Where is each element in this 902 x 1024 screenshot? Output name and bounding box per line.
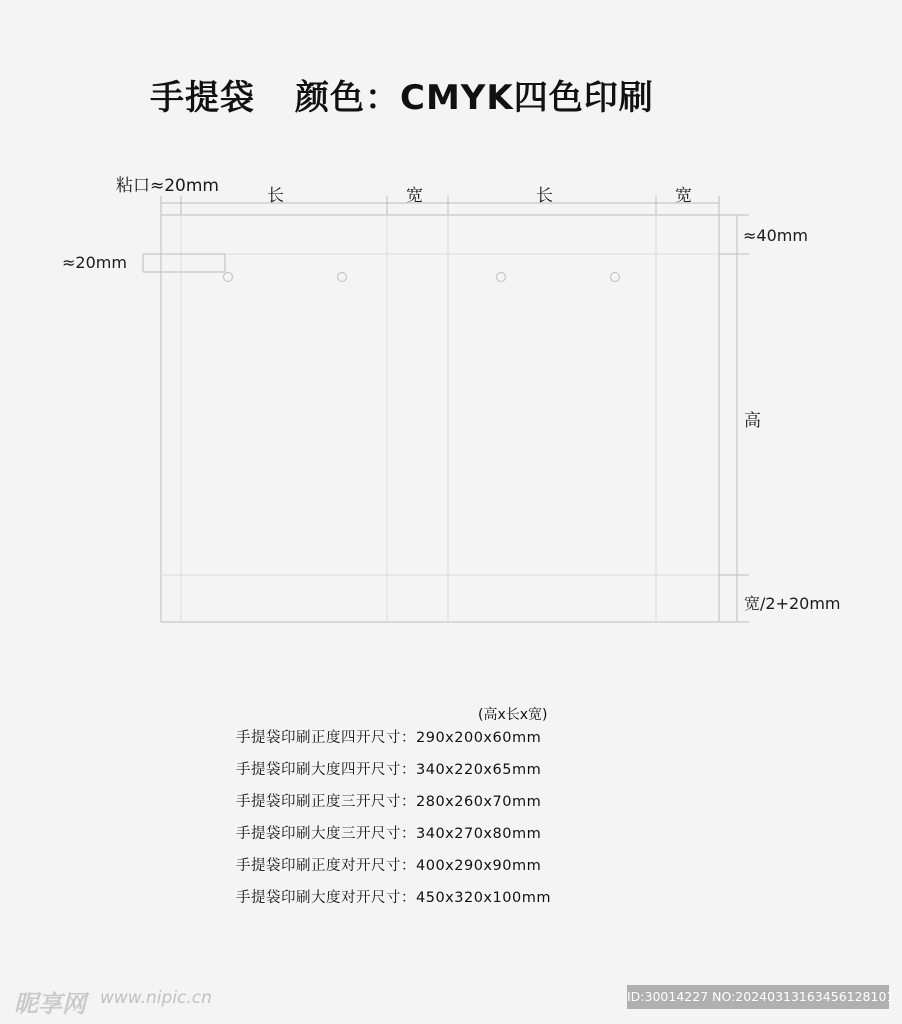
spec-label: 手提袋印刷大度四开尺寸： (236, 762, 416, 778)
spec-label: 手提袋印刷正度四开尺寸： (236, 730, 416, 746)
spec-label: 手提袋印刷大度对开尺寸： (236, 890, 416, 906)
spec-value: 400x290x90mm (416, 858, 542, 874)
top-fold-label: ≈40mm (743, 226, 808, 245)
spec-value: 280x260x70mm (416, 794, 542, 810)
spec-row (236, 822, 541, 843)
title-product: 手提袋 (150, 78, 255, 118)
watermark-url: www.nipic.cn (100, 988, 212, 1008)
rope-hole (497, 273, 506, 282)
spec-row (236, 790, 541, 811)
spec-label: 手提袋印刷正度对开尺寸： (236, 858, 416, 874)
spec-label: 手提袋印刷正度三开尺寸： (236, 794, 416, 810)
height-label: 高 (744, 411, 761, 431)
long-panel-label: 长 (536, 186, 553, 206)
spec-value: 340x270x80mm (416, 826, 542, 842)
watermark-logo: 昵享网 (14, 990, 86, 1018)
rope-hole (611, 273, 620, 282)
rope-hole (338, 273, 347, 282)
spec-value: 450x320x100mm (416, 890, 551, 906)
rope-hole (224, 273, 233, 282)
long-panel-label: 长 (267, 186, 284, 206)
spec-value: 290x200x60mm (416, 730, 542, 746)
wide-panel-label: 宽 (406, 186, 423, 206)
spec-row (236, 854, 541, 875)
bottom-gusset-label: 宽/2+20mm (744, 594, 841, 613)
spec-label: 手提袋印刷大度三开尺寸： (236, 826, 416, 842)
spec-row (236, 886, 551, 907)
hole-offset-label: ≈20mm (62, 253, 127, 272)
spec-row (236, 758, 541, 779)
spec-value: 340x220x65mm (416, 762, 542, 778)
dimension-order-note: (高x长x宽) (478, 707, 548, 723)
watermark-id-badge: ID:30014227 NO:20240313163456128101 (627, 985, 889, 1009)
wide-panel-label: 宽 (675, 186, 692, 206)
spec-row (236, 726, 541, 747)
dieline-outline (161, 215, 719, 622)
glue-flap-label: 粘口≈20mm (116, 176, 219, 196)
title-color-mode: 颜色：CMYK四色印刷 (295, 78, 654, 118)
